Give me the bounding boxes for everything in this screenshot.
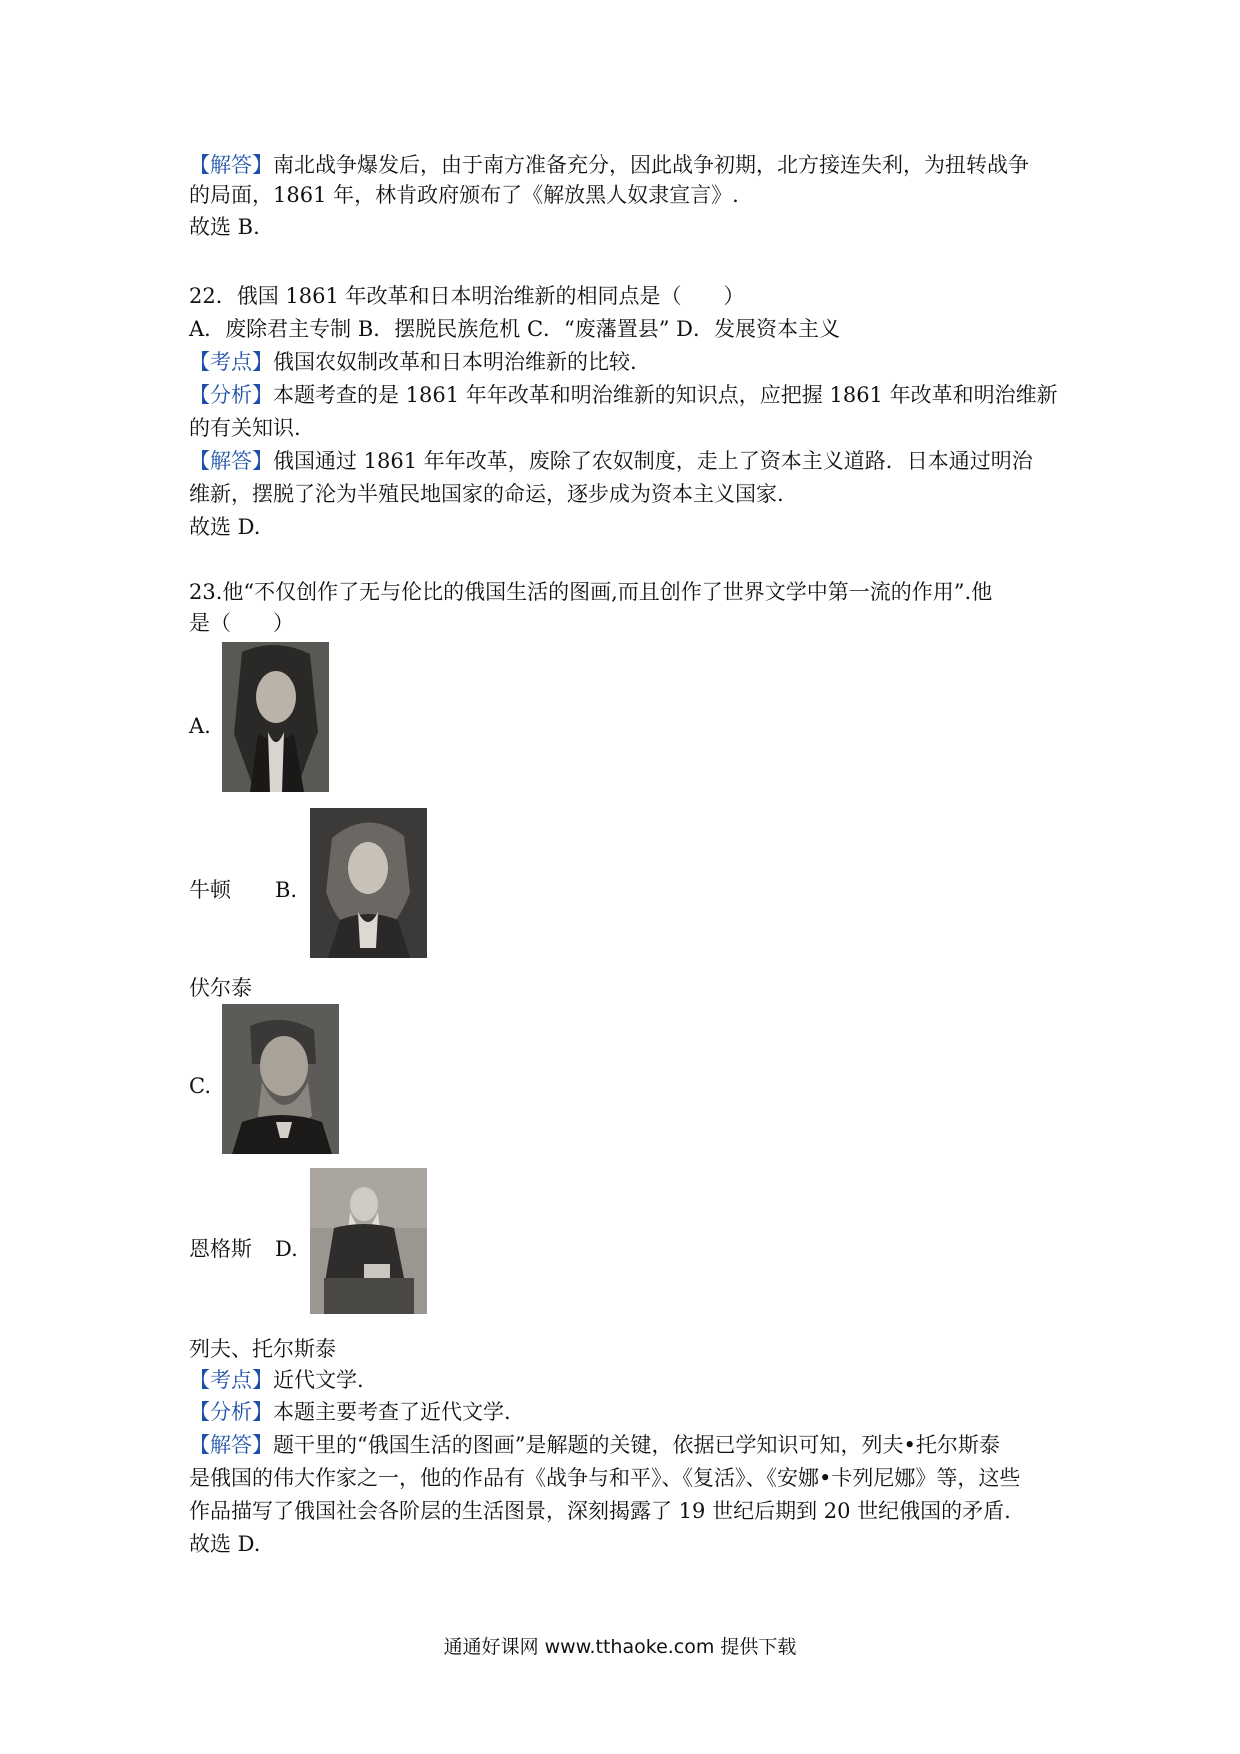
portrait-d-image — [310, 1168, 427, 1314]
q23-fenxi: 【分析】本题主要考查了近代文学. — [189, 1400, 511, 1424]
fenxi-label: 【分析】 — [189, 383, 273, 407]
kaodian-label: 【考点】 — [189, 350, 273, 374]
footer-source: 通通好课网 www.tthaoke.com 提供下载 — [443, 1636, 797, 1658]
portrait-c-image — [222, 1004, 339, 1154]
option-d-label: D. — [275, 1237, 298, 1261]
q23-kaodian: 【考点】近代文学. — [189, 1368, 364, 1392]
jieda-label: 【解答】 — [189, 449, 273, 473]
q21-answer: 故选 B. — [189, 215, 260, 239]
q22-jieda-line-2: 维新，摆脱了沦为半殖民地国家的命运，逐步成为资本主义国家. — [189, 482, 784, 506]
option-b-label: B. — [275, 878, 298, 902]
q22-fenxi-line-1: 【分析】本题考查的是 1861 年年改革和明治维新的知识点，应把握 1861 年改革和明治维新 — [189, 383, 1058, 407]
q21-jieda-line-2: 的局面，1861 年，林肯政府颁布了《解放黑人奴隶宣言》. — [189, 183, 739, 207]
jieda-label: 【解答】 — [189, 1433, 273, 1457]
q22-answer: 故选 D. — [189, 515, 261, 539]
q22-fenxi-line-2: 的有关知识. — [189, 416, 301, 440]
option-c-name: 恩格斯 — [189, 1237, 252, 1261]
portrait-b-image — [310, 808, 427, 958]
q21-jieda-line-1: 【解答】南北战争爆发后，由于南方准备充分，因此战争初期，北方接连失利，为扭转战争 — [189, 153, 1029, 177]
q23-answer: 故选 D. — [189, 1532, 261, 1556]
fenxi-label: 【分析】 — [189, 1400, 273, 1424]
kaodian-label: 【考点】 — [189, 1368, 273, 1392]
q23-jieda-line-1: 【解答】题干里的“俄国生活的图画”是解题的关键，依据已学知识可知，列夫•托尔斯泰 — [189, 1433, 1000, 1457]
q23-jieda-line-3: 作品描写了俄国社会各阶层的生活图景，深刻揭露了 19 世纪后期到 20 世纪俄国的矛盾. — [189, 1499, 1011, 1523]
q22-stem: 22．俄国 1861 年改革和日本明治维新的相同点是（ ） — [189, 284, 745, 308]
option-b-name: 伏尔泰 — [189, 976, 252, 1000]
jieda-label: 【解答】 — [189, 153, 273, 177]
q22-options: A．废除君主专制 B．摆脱民族危机 C．“废藩置县” D．发展资本主义 — [189, 317, 840, 341]
q23-stem-line-2: 是（ ） — [189, 611, 294, 635]
option-a-label: A. — [189, 714, 211, 738]
q22-jieda-line-1: 【解答】俄国通过 1861 年年改革，废除了农奴制度，走上了资本主义道路．日本通过明治 — [189, 449, 1033, 473]
q22-kaodian: 【考点】俄国农奴制改革和日本明治维新的比较. — [189, 350, 637, 374]
option-d-name: 列夫、托尔斯泰 — [189, 1337, 336, 1361]
portrait-a-image — [222, 642, 329, 792]
q23-stem-line-1: 23.他“不仅创作了无与伦比的俄国生活的图画,而且创作了世界文学中第一流的作用”.他 — [189, 580, 993, 604]
option-a-name: 牛顿 — [189, 878, 231, 902]
q23-jieda-line-2: 是俄国的伟大作家之一，他的作品有《战争与和平》、《复活》、《安娜•卡列尼娜》等，这些 — [189, 1466, 1021, 1490]
option-c-label: C. — [189, 1074, 211, 1098]
